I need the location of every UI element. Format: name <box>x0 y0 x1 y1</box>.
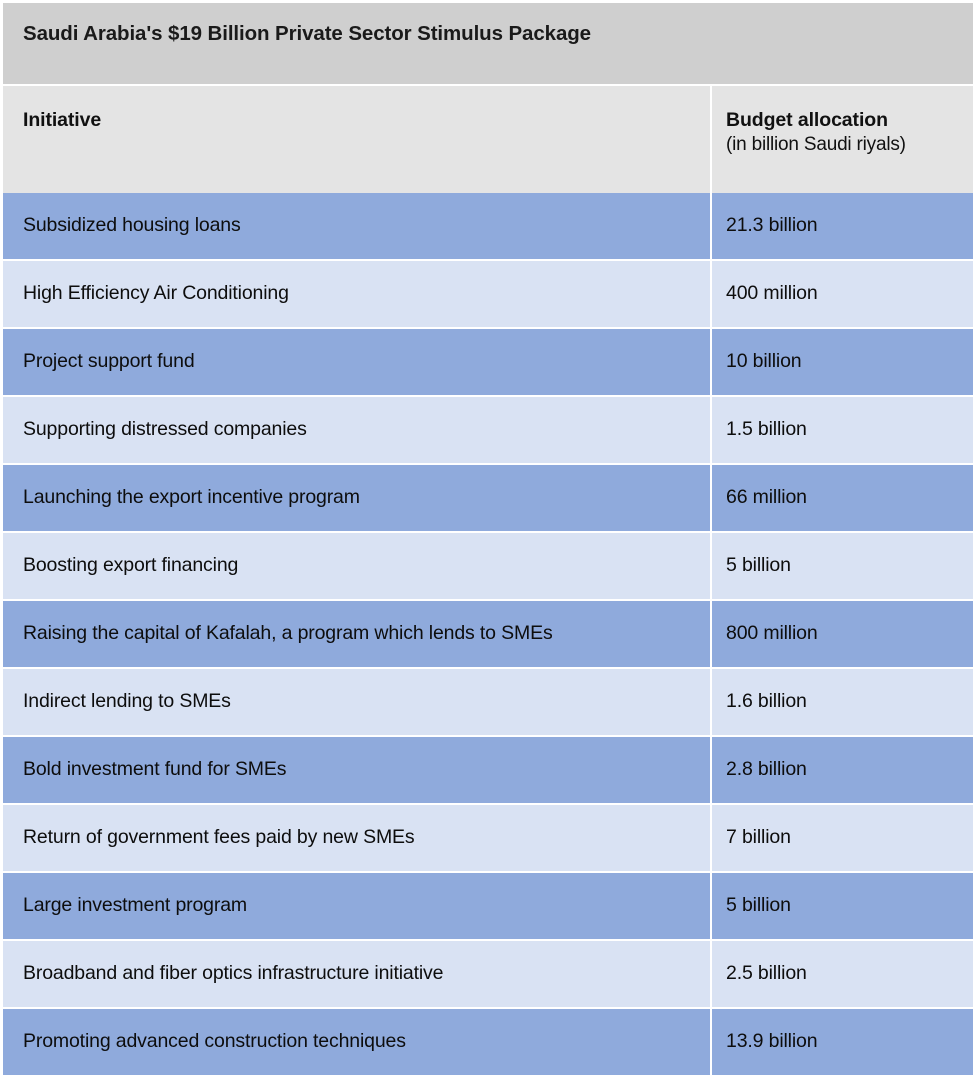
table-row <box>3 260 973 328</box>
cell-budget-allocation: 1.5 billion <box>711 396 973 464</box>
table-row <box>3 872 973 940</box>
cell-initiative: Bold investment fund for SMEs <box>3 736 711 804</box>
cell-budget-allocation: 2.5 billion <box>711 940 973 1008</box>
cell-budget-allocation: 7 billion <box>711 804 973 872</box>
table-row <box>3 464 973 532</box>
stimulus-package-table <box>3 3 973 1075</box>
cell-initiative: High Efficiency Air Conditioning <box>3 260 711 328</box>
table-row <box>3 532 973 600</box>
cell-initiative: Supporting distressed companies <box>3 396 711 464</box>
table-title-row <box>3 3 973 85</box>
table-header-row <box>3 85 973 193</box>
cell-initiative: Launching the export incentive program <box>3 464 711 532</box>
column-header-initiative-label: Initiative <box>23 109 102 131</box>
cell-initiative: Raising the capital of Kafalah, a program which lends to SMEs <box>3 600 711 668</box>
cell-initiative: Indirect lending to SMEs <box>3 668 711 736</box>
table-row <box>3 1008 973 1075</box>
table-row <box>3 600 973 668</box>
cell-budget-allocation: 2.8 billion <box>711 736 973 804</box>
cell-initiative: Promoting advanced construction techniques <box>3 1008 711 1075</box>
cell-budget-allocation: 13.9 billion <box>711 1008 973 1075</box>
cell-initiative: Return of government fees paid by new SMEs <box>3 804 711 872</box>
cell-budget-allocation: 5 billion <box>711 532 973 600</box>
cell-budget-allocation: 1.6 billion <box>711 668 973 736</box>
table-row <box>3 804 973 872</box>
cell-budget-allocation: 21.3 billion <box>711 193 973 260</box>
cell-budget-allocation: 800 million <box>711 600 973 668</box>
cell-initiative: Subsidized housing loans <box>3 193 711 260</box>
table-row <box>3 940 973 1008</box>
table-row <box>3 736 973 804</box>
page-title: Saudi Arabia's $19 Billion Private Sector Stimulus Package <box>23 22 591 45</box>
cell-budget-allocation: 66 million <box>711 464 973 532</box>
table-title-cell <box>3 3 973 85</box>
column-header-budget-label: Budget allocation <box>726 109 888 131</box>
table-row <box>3 668 973 736</box>
cell-initiative: Large investment program <box>3 872 711 940</box>
table-row <box>3 193 973 260</box>
table-row <box>3 396 973 464</box>
column-header-initiative <box>3 85 711 193</box>
cell-initiative: Broadband and fiber optics infrastructure initiative <box>3 940 711 1008</box>
column-header-budget-unit: (in billion Saudi riyals) <box>726 133 906 155</box>
cell-budget-allocation: 5 billion <box>711 872 973 940</box>
column-header-budget <box>711 85 973 193</box>
table-body <box>3 3 973 1075</box>
table-row <box>3 328 973 396</box>
cell-initiative: Project support fund <box>3 328 711 396</box>
cell-budget-allocation: 10 billion <box>711 328 973 396</box>
cell-budget-allocation: 400 million <box>711 260 973 328</box>
cell-initiative: Boosting export financing <box>3 532 711 600</box>
